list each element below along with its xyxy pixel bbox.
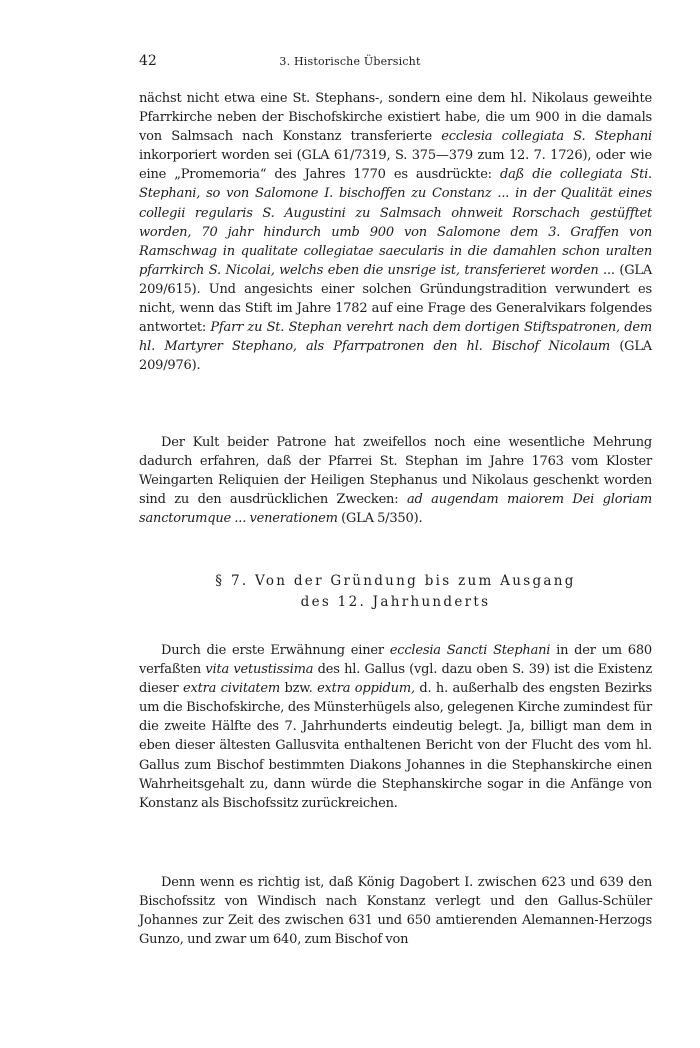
paragraph-3 — [139, 641, 652, 813]
paragraph-1-italic-1: ecclesia collegiata S. Stephani — [441, 129, 652, 145]
paragraph-4 — [139, 873, 652, 949]
paragraph-1-italic-2: daß die collegiata Sti. Stephani, so von Salomone I. bischoffen zu Constanz ... in der Qualität eines collegii regularis S. Augustini zu Salmsach ohnweit Rorschach gestüfftet worden, 70 jahr hindurch umb 900 von Salomone dem 3. Graffen von Ramschwag in qualitate collegiatae saecularis in die damahlen schon uralten pfarrkirch S. Nicolai, welchs eben die unsrige ist, transferieret worden ... — [139, 167, 652, 278]
paragraph-2-italic-1: ad augendam maiorem Dei gloriam sanctorumque ... venerationem — [139, 492, 652, 527]
section-heading-line-1: § 7. Von der Gründung bis zum Ausgang — [215, 573, 576, 589]
paragraph-1-text-2: inkorporiert worden sei (GLA 61/7319, S. 375—379 zum 12. 7. 1726), oder wie eine „Promemoria“ des Jahres 1770 es ausdrückte: — [139, 148, 652, 183]
paragraph-3-italic-4: extra oppidum, — [317, 681, 415, 697]
page-number: 42 — [139, 53, 157, 69]
paragraph-1-italic-3: Pfarr zu St. Stephan verehrt nach dem dortigen Stiftspatronen, dem hl. Martyrer Stephano, als Pfarrpatronen den hl. Bischof Nicolaum — [139, 320, 652, 355]
paragraph-3-italic-2: vita vetustissima — [205, 662, 314, 678]
section-heading-line-2: des 12. Jahrhunderts — [300, 594, 491, 610]
paragraph-1-text-1: nächst nicht etwa eine St. Stephans-, sondern eine dem hl. Nikolaus geweihte Pfarrkirche neben der Bischofskirche existiert habe, die um 900 in die damals von Salmsach nach Konstanz transferierte — [139, 91, 652, 145]
paragraph-3-text-3: des hl. Gallus (vgl. dazu oben S. 39) ist die Existenz dieser — [139, 662, 652, 697]
paragraph-3-text-2: in der um 680 verfaßten — [139, 643, 652, 678]
running-head: 3. Historische Übersicht — [279, 55, 421, 68]
paragraph-3-text-5: d. h. außerhalb des engsten Bezirks um die Bischofskirche, des Münsterhügels also, gelegenen Kirche zumindest für die zweite Hälfte des 7. Jahrhunderts eindeutig belegt. Ja, billigt man dem in eben dieser ältesten Gallusvita enthaltenen Bericht von der Flucht des vom hl. Gallus zum Bischof bestimmten Diakons Johannes in die Stephanskirche einen Wahrheitsgehalt zu, dann würde die Stephanskirche sogar in die Anfänge von Konstanz als Bischofssitz zurückreichen. — [139, 681, 652, 811]
paragraph-1-text-3: (GLA 209/615). Und angesichts einer solchen Gründungstradition verwundert es nicht, wenn das Stift im Jahre 1782 auf eine Frage des Generalvikars folgendes antwortet: — [139, 262, 653, 336]
paragraph-2-text-1: Der Kult beider Patrone hat zweifellos noch eine wesentliche Mehrung dadurch erfahren, daß der Pfarrei St. Stephan im Jahre 1763 vom Kloster Weingarten Reliquien der Heiligen Stephanus und Nikolaus geschenkt worden sind zu den ausdrücklichen Zwecken: — [139, 435, 652, 508]
paragraph-2-text-2: (GLA 5/350). — [337, 511, 423, 527]
section-heading — [139, 571, 652, 613]
paragraph-1 — [139, 89, 652, 375]
paragraph-3-text-4: bzw. — [280, 681, 318, 697]
paragraph-3-italic-3: extra civitatem — [183, 681, 281, 697]
paragraph-4-text-1: Denn wenn es richtig ist, daß König Dagobert I. zwischen 623 und 639 den Bischofssitz von Windisch nach Konstanz verlegt und den Gallus-Schüler Johannes zur Zeit des zwischen 631 und 650 amtierenden Alemannen-Herzogs Gunzo, und zwar um 640, zum Bischof von — [139, 875, 652, 948]
paragraph-3-italic-1: ecclesia Sancti Stephani — [389, 643, 551, 658]
paragraph-3-text-1: Durch die erste Erwähnung einer — [161, 643, 390, 658]
paragraph-1-text-4: (GLA 209/976). — [139, 339, 652, 374]
paragraph-2 — [139, 433, 652, 528]
